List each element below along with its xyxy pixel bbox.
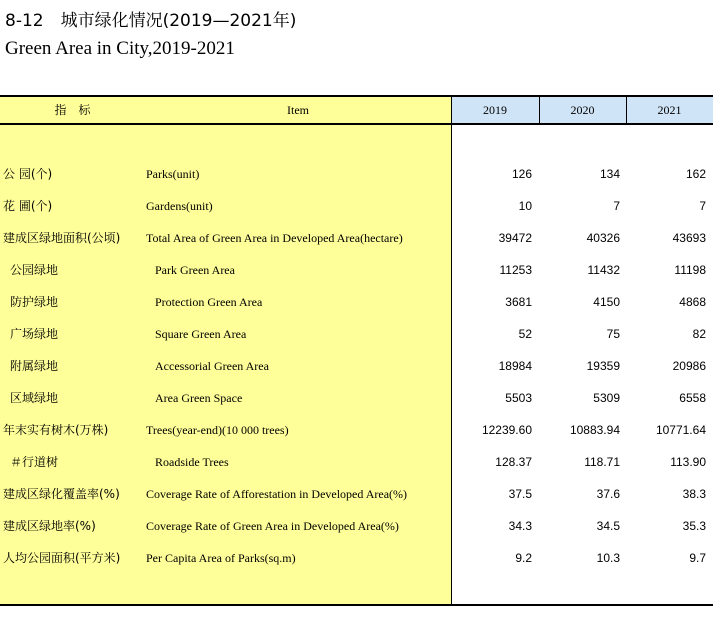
value-cell-2020: 5309 [593,391,620,405]
value-cell-2021: 9.7 [689,551,706,565]
value-cell-2021: 162 [685,167,706,181]
value-cell-2021: 113.90 [670,455,706,469]
table-row [0,190,713,222]
value-cell-2019: 37.5 [508,487,532,501]
value-cell-2019: 12239.60 [481,423,532,437]
table-row [0,542,713,574]
row-label-cn: ＃行道树 [10,455,59,469]
row-label-en: Gardens(unit) [146,199,213,213]
table-row [0,382,713,414]
table-row [0,478,713,510]
row-label-en: Park Green Area [155,263,235,277]
row-label-cn: 公园绿地 [10,263,59,277]
row-label-cn: 建成区绿地率(%) [3,519,96,533]
value-cell-2021: 38.3 [682,487,706,501]
row-label-en: Trees(year-end)(10 000 trees) [146,423,289,437]
value-cell-2021: 82 [692,327,706,341]
row-label-cn: 人均公园面积(平方米) [3,551,121,565]
value-cell-2021: 35.3 [682,519,706,533]
row-label-en: Total Area of Green Area in Developed Area(hectare) [146,231,403,245]
value-cell-2020: 11432 [587,263,620,277]
table-row [0,222,713,254]
value-cell-2020: 40326 [586,231,620,245]
value-cell-2021: 20986 [672,359,706,373]
table-row [0,286,713,318]
value-cell-2020: 134 [599,167,620,181]
row-label-en: Square Green Area [155,327,247,341]
value-cell-2021: 4868 [679,295,706,309]
row-label-cn: 年末实有树木(万株) [3,423,109,437]
table-row [0,158,713,190]
value-cell-2021: 7 [699,199,706,213]
table-row [0,254,713,286]
page-title-cn: 8-12 城市绿化情况(2019—2021年) [5,11,297,31]
value-cell-2020: 19359 [586,359,620,373]
row-label-cn: 建成区绿化覆盖率(%) [3,487,120,501]
value-cell-2019: 3681 [505,295,532,309]
table-row [0,350,713,382]
header-year-2021: 2021 [657,103,682,117]
value-cell-2020: 37.6 [596,487,620,501]
row-label-cn: 公 园(个) [3,167,53,181]
value-cell-2021: 10771.64 [655,423,706,437]
row-label-en: Roadside Trees [155,455,229,469]
value-cell-2020: 10883.94 [569,423,620,437]
row-label-en: Accessorial Green Area [155,359,269,373]
value-cell-2020: 75 [606,327,620,341]
value-cell-2019: 10 [518,199,532,213]
value-cell-2019: 52 [518,327,532,341]
row-label-cn: 花 圃(个) [3,199,53,213]
value-cell-2019: 9.2 [515,551,532,565]
row-label-en: Area Green Space [155,391,243,405]
value-cell-2019: 126 [511,167,532,181]
table-row [0,318,713,350]
column-divider [626,95,627,125]
page-title-en: Green Area in City,2019-2021 [5,38,235,59]
value-cell-2019: 11253 [499,263,532,277]
row-label-cn: 防护绿地 [10,295,59,309]
value-cell-2020: 4150 [593,295,620,309]
value-cell-2021: 11198 [674,263,706,277]
value-cell-2021: 6558 [679,391,706,405]
header-year-2020: 2020 [570,103,595,117]
value-cell-2019: 34.3 [508,519,532,533]
row-label-cn: 建成区绿地面积(公顷) [3,231,121,245]
data-table [0,95,713,606]
value-cell-2020: 10.3 [596,551,620,565]
header-indicator-cn: 指 标 [54,103,91,117]
value-cell-2019: 5503 [505,391,532,405]
table-bottom-border [0,604,713,606]
table-row [0,414,713,446]
row-label-en: Protection Green Area [155,295,263,309]
row-label-cn: 区域绿地 [10,391,59,405]
value-cell-2019: 18984 [498,359,532,373]
row-label-cn: 附属绿地 [10,359,59,373]
column-divider [539,95,540,125]
value-cell-2020: 118.71 [584,455,620,469]
table-header [0,95,713,125]
value-cell-2020: 34.5 [596,519,620,533]
value-cell-2019: 39472 [498,231,532,245]
table-row [0,510,713,542]
value-cell-2019: 128.37 [495,455,532,469]
row-label-en: Per Capita Area of Parks(sq.m) [146,551,296,565]
header-item-en: Item [287,103,309,117]
row-label-en: Parks(unit) [146,167,200,181]
row-label-en: Coverage Rate of Afforestation in Developed Area(%) [146,487,408,501]
row-label-en: Coverage Rate of Green Area in Developed Area(%) [146,519,399,533]
value-cell-2020: 7 [613,199,620,213]
header-year-2019: 2019 [483,103,507,117]
value-cell-2021: 43693 [672,231,706,245]
table-row [0,446,713,478]
row-label-cn: 广场绿地 [10,327,59,341]
